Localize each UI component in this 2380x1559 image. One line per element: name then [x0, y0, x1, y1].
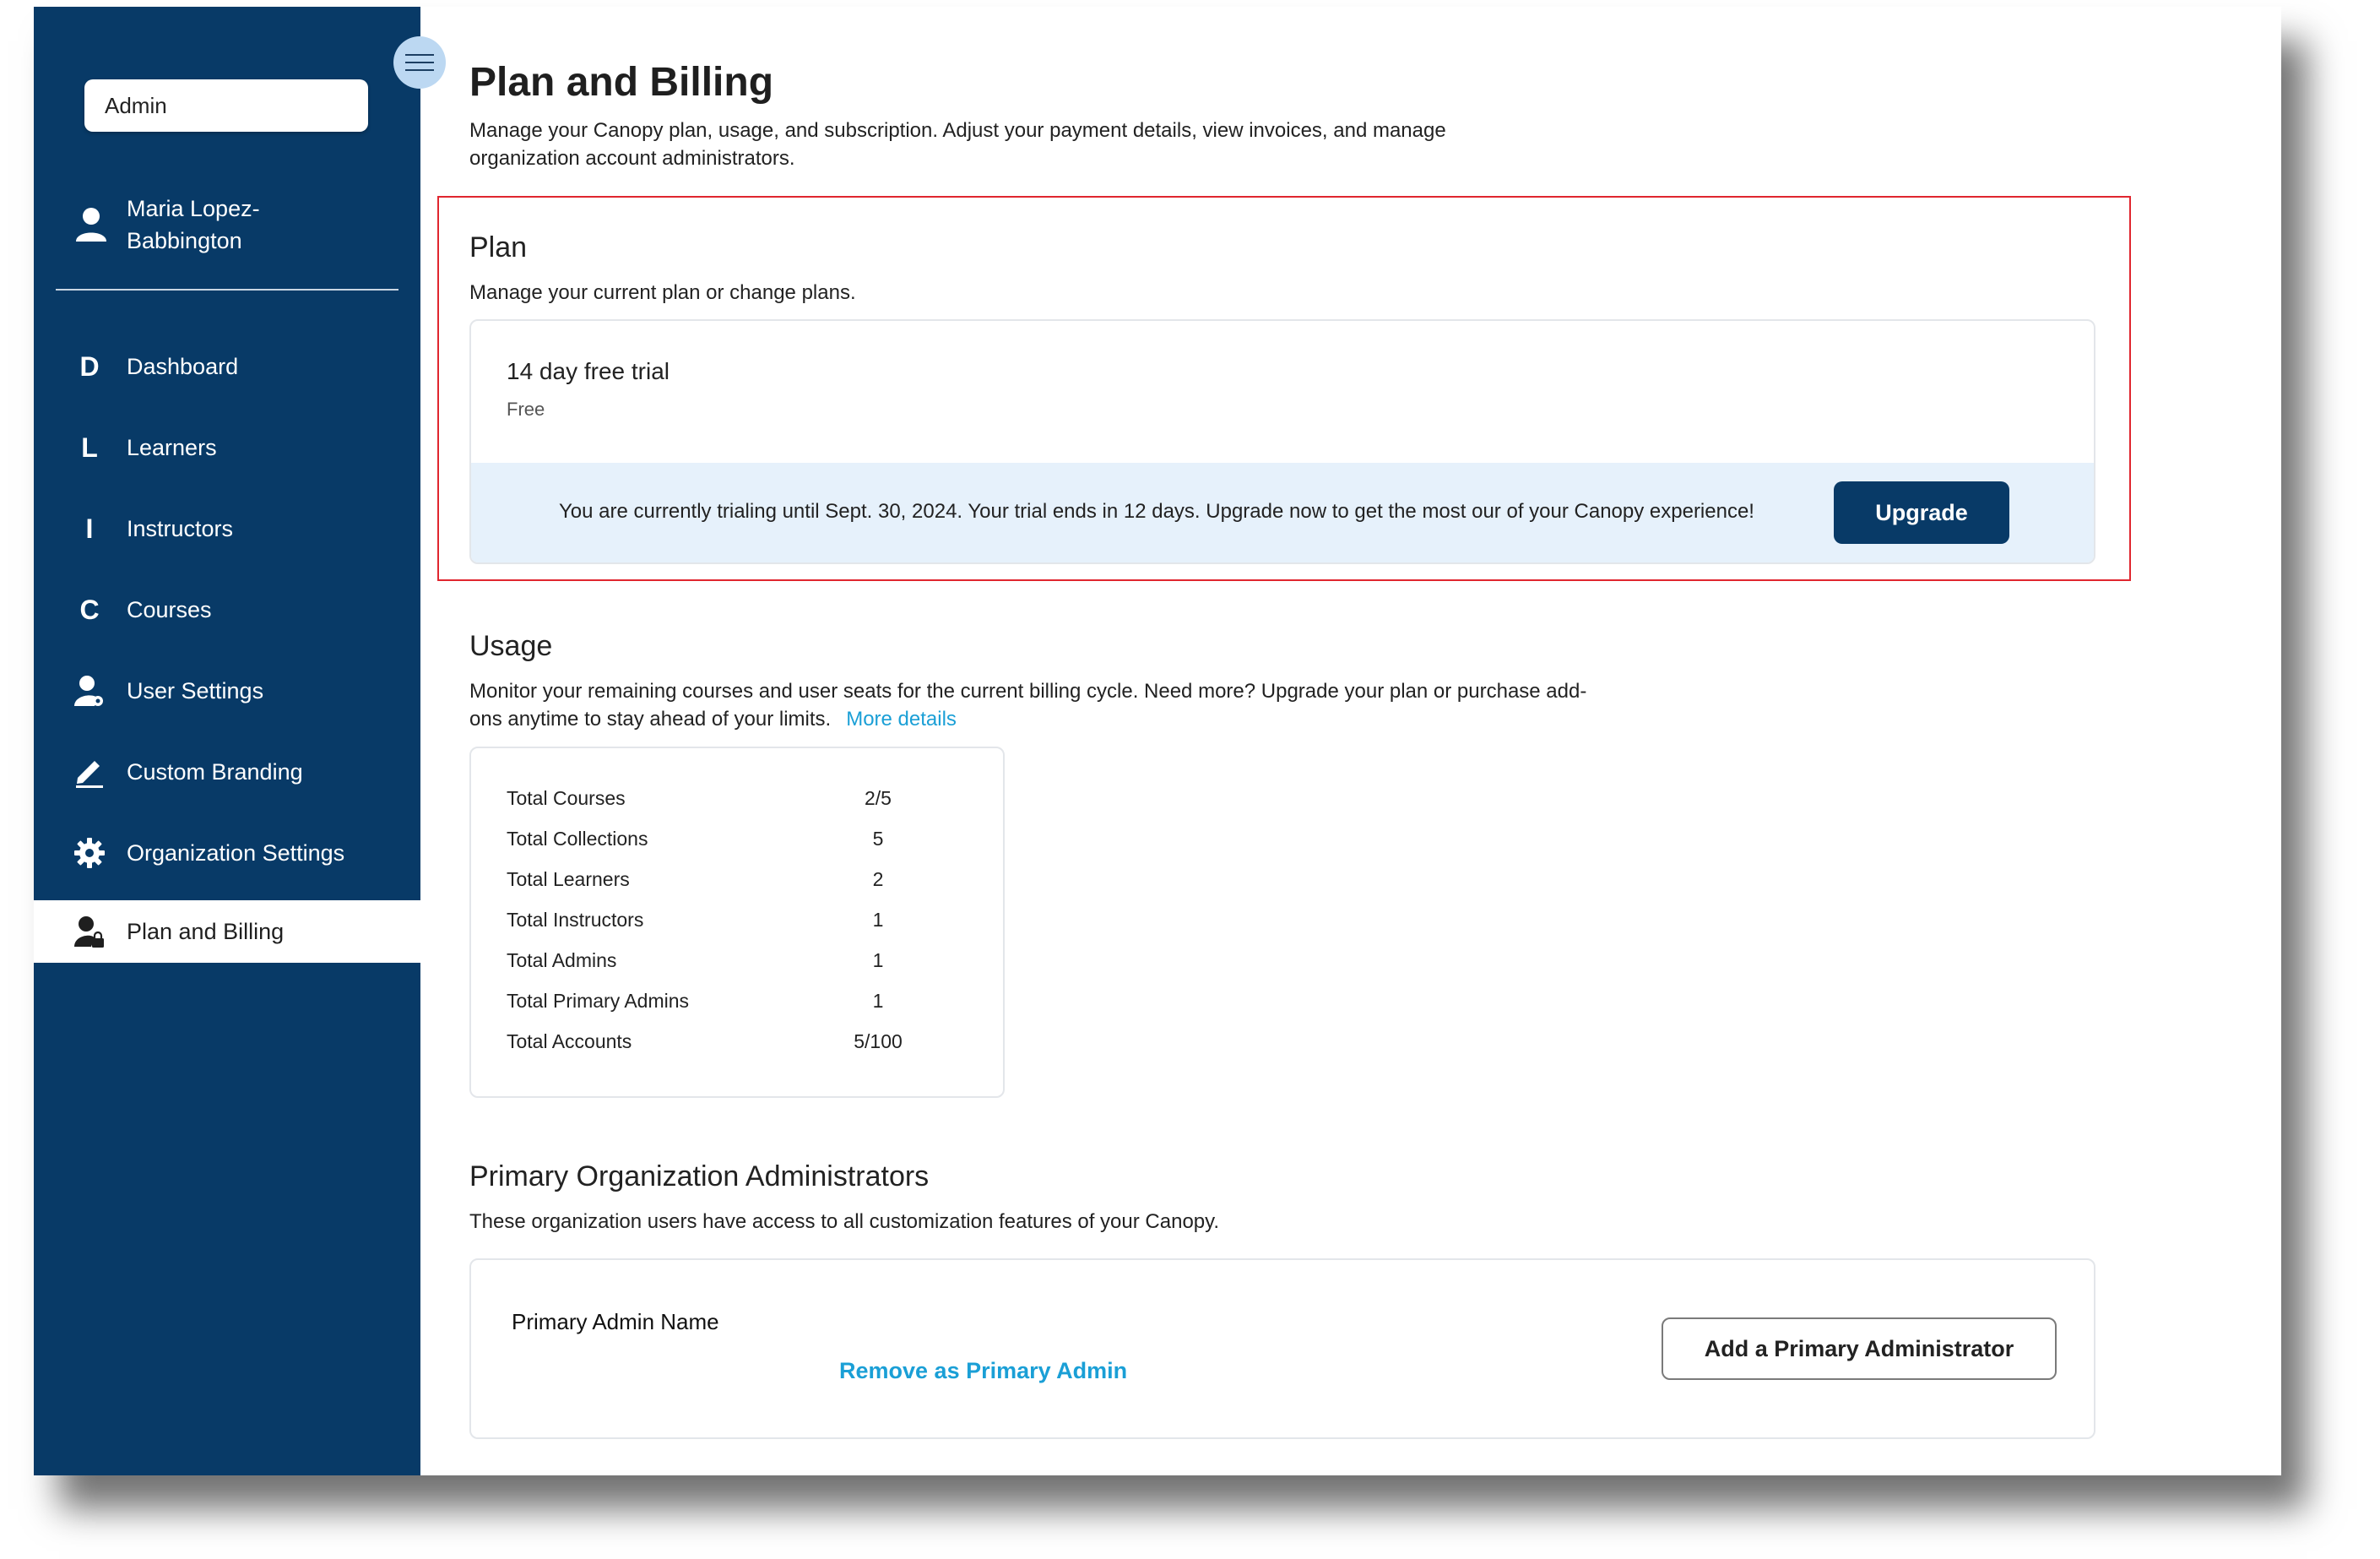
usage-card — [469, 747, 1005, 1098]
sidebar-item-custom-branding[interactable] — [34, 731, 420, 812]
usage-section-description — [469, 677, 1601, 733]
plan-section-description: Manage your current plan or change plans. — [469, 281, 856, 304]
role-select[interactable] — [84, 79, 368, 132]
usage-label: Total Primary Admins — [507, 990, 690, 1012]
usage-row — [507, 828, 946, 861]
usage-label: Total Admins — [507, 949, 617, 971]
user-profile[interactable] — [74, 193, 312, 257]
usage-label: Total Accounts — [507, 1030, 632, 1052]
usage-row — [507, 787, 946, 821]
trial-message: You are currently trialing until Sept. 30, 2024. Your trial ends in 12 days. Upgrade now to get the most our of your Canopy experience! — [559, 500, 1754, 523]
usage-row — [507, 990, 946, 1024]
app-window — [34, 7, 2281, 1475]
usage-value: 2 — [872, 868, 884, 890]
primary-admin-name: Primary Admin Name — [512, 1309, 719, 1334]
sidebar-item-label: User Settings — [127, 677, 264, 703]
usage-label: Total Courses — [507, 787, 626, 809]
user-settings-icon — [73, 674, 106, 708]
main-content — [420, 7, 2281, 1475]
sidebar-item-label: Plan and Billing — [127, 918, 285, 944]
courses-letter-icon: C — [79, 594, 100, 625]
add-primary-admin-button[interactable]: Add a Primary Administrator — [1662, 1317, 2057, 1380]
sidebar-item-label: Learners — [127, 434, 217, 460]
page-description: Manage your Canopy plan, usage, and subscription. Adjust your payment details, view invoices, and manage organization account administrators. — [469, 119, 1446, 170]
sidebar-item-plan-and-billing[interactable] — [34, 900, 420, 963]
user-name: Maria Lopez-Babbington — [127, 196, 260, 253]
usage-value: 5/100 — [854, 1030, 903, 1052]
usage-row — [507, 1030, 946, 1064]
instructors-letter-icon: I — [85, 513, 94, 544]
sidebar-item-instructors[interactable] — [34, 488, 420, 569]
sidebar-item-dashboard[interactable] — [34, 326, 420, 407]
sidebar-nav — [34, 326, 420, 963]
gear-icon — [73, 836, 106, 870]
learners-letter-icon: L — [81, 432, 98, 463]
sidebar — [34, 7, 420, 1475]
sidebar-item-organization-settings[interactable] — [34, 812, 420, 894]
primary-admin-card — [469, 1258, 2095, 1439]
usage-value: 5 — [872, 828, 884, 850]
plan-section-title: Plan — [469, 231, 528, 263]
usage-description-text: Monitor your remaining courses and user seats for the current billing cycle. Need more? Upgrade your plan or purchase add-ons anytime to stay ahead of your limits. — [469, 680, 1587, 731]
sidebar-divider — [56, 289, 398, 291]
role-select-value: Admin — [105, 92, 167, 118]
usage-label: Total Learners — [507, 868, 630, 890]
user-icon — [74, 206, 108, 243]
usage-row — [507, 909, 946, 942]
upgrade-button[interactable]: Upgrade — [1834, 481, 2009, 544]
admins-section-description: These organization users have access to all customization features of your Canopy. — [469, 1210, 1220, 1233]
sidebar-item-label: Dashboard — [127, 353, 239, 379]
page-title: Plan and Billing — [469, 60, 774, 105]
usage-value: 2/5 — [865, 787, 892, 809]
trial-banner — [471, 463, 2094, 564]
hamburger-menu-icon[interactable] — [393, 36, 446, 89]
usage-value: 1 — [872, 990, 884, 1012]
sidebar-item-user-settings[interactable] — [34, 650, 420, 731]
plan-price: Free — [507, 399, 545, 420]
sidebar-item-label: Organization Settings — [127, 839, 345, 866]
usage-label: Total Collections — [507, 828, 648, 850]
sidebar-item-label: Courses — [127, 596, 212, 622]
dashboard-letter-icon: D — [79, 350, 100, 382]
sidebar-item-label: Instructors — [127, 515, 234, 541]
sidebar-item-courses[interactable] — [34, 569, 420, 650]
current-plan-card — [469, 319, 2095, 564]
more-details-link[interactable]: More details — [846, 708, 957, 731]
sidebar-item-learners[interactable] — [34, 407, 420, 488]
sidebar-item-label: Custom Branding — [127, 758, 303, 785]
usage-row — [507, 868, 946, 902]
remove-primary-admin-link[interactable]: Remove as Primary Admin — [839, 1358, 1128, 1383]
usage-value: 1 — [872, 949, 884, 971]
usage-section-title: Usage — [469, 630, 553, 662]
admins-section-title: Primary Organization Administrators — [469, 1160, 930, 1192]
usage-value: 1 — [872, 909, 884, 931]
usage-row — [507, 949, 946, 983]
plan-name: 14 day free trial — [507, 358, 670, 384]
pencil-icon — [73, 755, 106, 789]
user-lock-icon — [73, 915, 106, 948]
usage-label: Total Instructors — [507, 909, 644, 931]
